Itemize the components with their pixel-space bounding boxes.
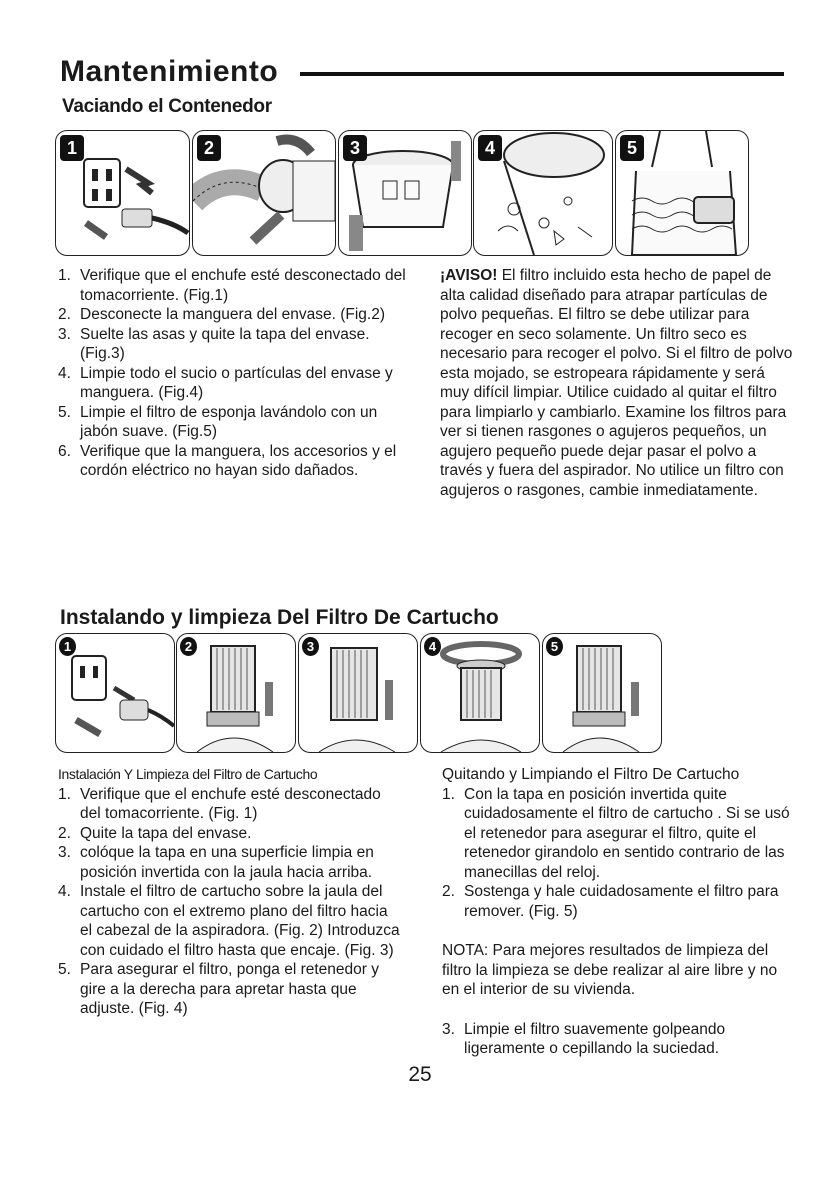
figure-3-top — [338, 130, 472, 256]
list-item: 2. Quite la tapa del envase. — [58, 824, 252, 842]
list-item: 5. Para asegurar el filtro, ponga el retenedor y gire a la derecha para apretar hasta que adjuste. (Fig. 4) — [58, 961, 379, 1017]
list-item: 1. Con la tapa en posición invertida quite cuidadosamente el filtro de cartucho . Si se usó el retenedor para asegurar el filtro, quite el retenedor girandolo en sentido contrario de las manecillas del reloj. — [442, 785, 790, 881]
warning-text: El filtro incluido esta hecho de papel de alta calidad diseñado para atrapar partículas de polvo pequeñas. El filtro se debe utilizar para recoger en seco solamente. Un filtro seco es necesario para recoger el polvo. Si el filtro de polvo esta mojado, se estropeara rápidamente y será muy difícil limpiar. Utilice cuidado al quitar el filtro para limpiarlo y cambiarlo. Examine los filtros para ver si tienen rasgones o agujeros pequeños, un agujero pequeño puede dejar pasar el polvo a través y fuera del aspirador. No utilice un filtro con agujeros o rasgones, cambie inmediatamente. — [440, 267, 793, 499]
list-item: 2. Desconecte la manguera del envase. (Fig.2) — [58, 306, 385, 323]
list-item: 4. Limpie todo el sucio o partículas del envase y manguera. (Fig.4) — [58, 364, 393, 401]
figure-1-top — [55, 130, 190, 256]
figure-5-top — [615, 130, 749, 256]
figure-number: 4 — [424, 637, 441, 656]
list-item: 5. Limpie el filtro de esponja lavándolo con un jabón suave. (Fig.5) — [58, 403, 378, 440]
list-item: 2. Sostenga y hale cuidadosamente el filtro para remover. (Fig. 5) — [442, 883, 779, 920]
section-heading-cartridge: Instalando y limpieza Del Filtro De Cartucho — [60, 606, 499, 629]
installation-column — [58, 765, 403, 1019]
list-item: 1. Verifique que el enchufe esté desconectado del tomacorriente. (Fig.1) — [58, 267, 406, 304]
page-number: 25 — [408, 1063, 432, 1086]
figure-number: 3 — [343, 135, 367, 161]
title-rule — [300, 72, 784, 76]
list-item: 3. colóque la tapa en una superficie limpia en posición invertida con la jaula hacia arriba. — [58, 844, 374, 881]
list-item: 3. Limpie el filtro suavemente golpeando ligeramente o cepillando la suciedad. — [442, 1020, 726, 1057]
warning-label: ¡AVISO! — [440, 267, 498, 284]
figure-5-bottom — [542, 633, 662, 753]
removal-steps — [442, 785, 797, 922]
figure-2-top — [192, 130, 336, 256]
section1-steps — [58, 266, 408, 481]
figure-number: 4 — [478, 135, 502, 161]
figure-2-bottom — [176, 633, 296, 753]
removal-heading: Quitando y Limpiando el Filtro De Cartucho — [442, 766, 740, 783]
note-paragraph: NOTA: Para mejores resultados de limpieza del filtro la limpieza se debe realizar al aire libre y no en el interior de su vivienda. — [442, 942, 778, 998]
list-item: 4. Instale el filtro de cartucho sobre la jaula del cartucho con el extremo plano del filtro hacia el cabezal de la aspiradora. (Fig. 2) Introduzca con cuidado el filtro hasta que encaje. (Fig. 3) — [58, 883, 400, 959]
list-item: 6. Verifique que la manguera, los accesorios y el cordón eléctrico no hayan sido dañados. — [58, 442, 397, 479]
figure-4-top — [473, 130, 613, 256]
list-item: 3. Suelte las asas y quite la tapa del envase. (Fig.3) — [58, 325, 370, 362]
figure-number: 2 — [197, 135, 221, 161]
installation-heading: Instalación Y Limpieza del Filtro de Cartucho — [58, 766, 318, 782]
installation-steps — [58, 785, 403, 1019]
figure-3-bottom — [298, 633, 418, 753]
page-title: Mantenimiento — [60, 55, 279, 88]
list-item: 1. Verifique que el enchufe esté desconectado del tomacorriente. (Fig. 1) — [58, 785, 381, 822]
figure-1-bottom — [55, 633, 175, 753]
removal-step-3 — [442, 1020, 797, 1059]
section-heading-emptying: Vaciando el Contenedor — [62, 96, 272, 117]
figure-4-bottom — [420, 633, 540, 753]
figure-number: 2 — [180, 637, 197, 656]
warning-paragraph — [440, 266, 795, 500]
figure-number: 1 — [59, 637, 76, 656]
figure-number: 5 — [546, 637, 563, 656]
removal-column — [442, 765, 797, 1059]
figure-number: 5 — [620, 135, 644, 161]
figure-number: 1 — [60, 135, 84, 161]
figure-number: 3 — [302, 637, 319, 656]
